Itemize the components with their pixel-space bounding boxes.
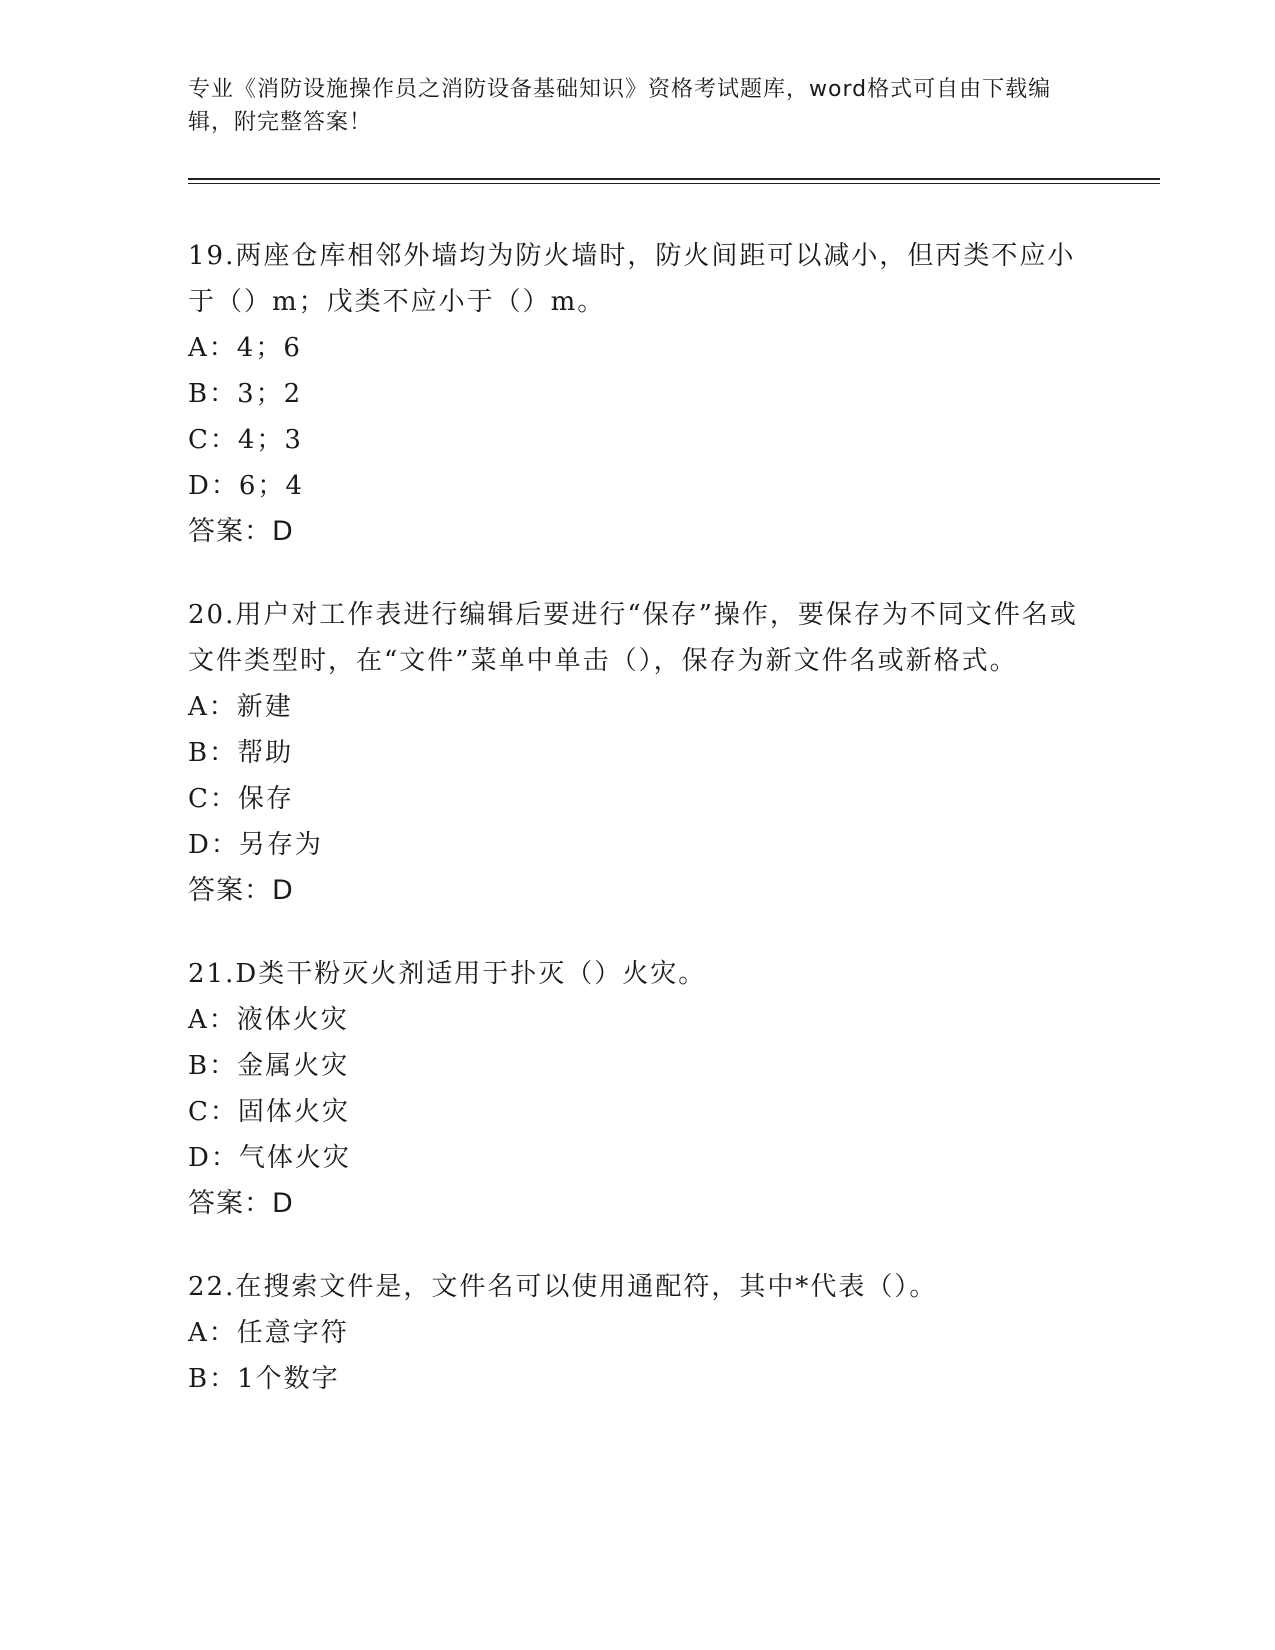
option-d: D：6；4 bbox=[188, 471, 304, 501]
option-a: A：4；6 bbox=[188, 333, 302, 363]
question-20 bbox=[188, 592, 1088, 914]
header-divider-thin bbox=[188, 183, 1160, 184]
question-stem: 22.在搜索文件是，文件名可以使用通配符，其中*代表（）。 bbox=[188, 1272, 938, 1302]
question-stem: 21.D类干粉灭火剂适用于扑灭（）火灾。 bbox=[188, 959, 707, 989]
option-c: C：固体火灾 bbox=[188, 1097, 350, 1127]
answer-line: 答案：D bbox=[188, 1188, 294, 1219]
option-d: D：气体火灾 bbox=[188, 1143, 351, 1173]
option-d: D：另存为 bbox=[188, 830, 323, 860]
question-22 bbox=[188, 1264, 1088, 1402]
option-a: A：新建 bbox=[188, 692, 293, 722]
option-c: C：4；3 bbox=[188, 425, 303, 455]
option-a: A：液体火灾 bbox=[188, 1005, 349, 1035]
header-divider-thick bbox=[188, 178, 1160, 180]
question-stem: 20.用户对工作表进行编辑后要进行“保存”操作，要保存为不同文件名或文件类型时，在“文件”菜单中单击（），保存为新文件名或新格式。 bbox=[188, 600, 1078, 676]
question-list bbox=[188, 233, 1088, 1439]
option-b: B：帮助 bbox=[188, 738, 294, 768]
option-c: C：保存 bbox=[188, 784, 294, 814]
question-19 bbox=[188, 233, 1088, 555]
option-b: B：1个数字 bbox=[188, 1364, 340, 1394]
question-stem: 19.两座仓库相邻外墙均为防火墙时，防火间距可以减小，但丙类不应小于（）m；戊类不应小于（）m。 bbox=[188, 241, 1076, 317]
option-a: A：任意字符 bbox=[188, 1318, 349, 1348]
question-21 bbox=[188, 951, 1088, 1227]
document-header: 专业《消防设施操作员之消防设备基础知识》资格考试题库，word格式可自由下载编辑，附完整答案！ bbox=[188, 77, 1052, 135]
answer-line: 答案：D bbox=[188, 875, 294, 906]
option-b: B：金属火灾 bbox=[188, 1051, 350, 1081]
option-b: B：3；2 bbox=[188, 379, 303, 409]
answer-line: 答案：D bbox=[188, 516, 294, 547]
